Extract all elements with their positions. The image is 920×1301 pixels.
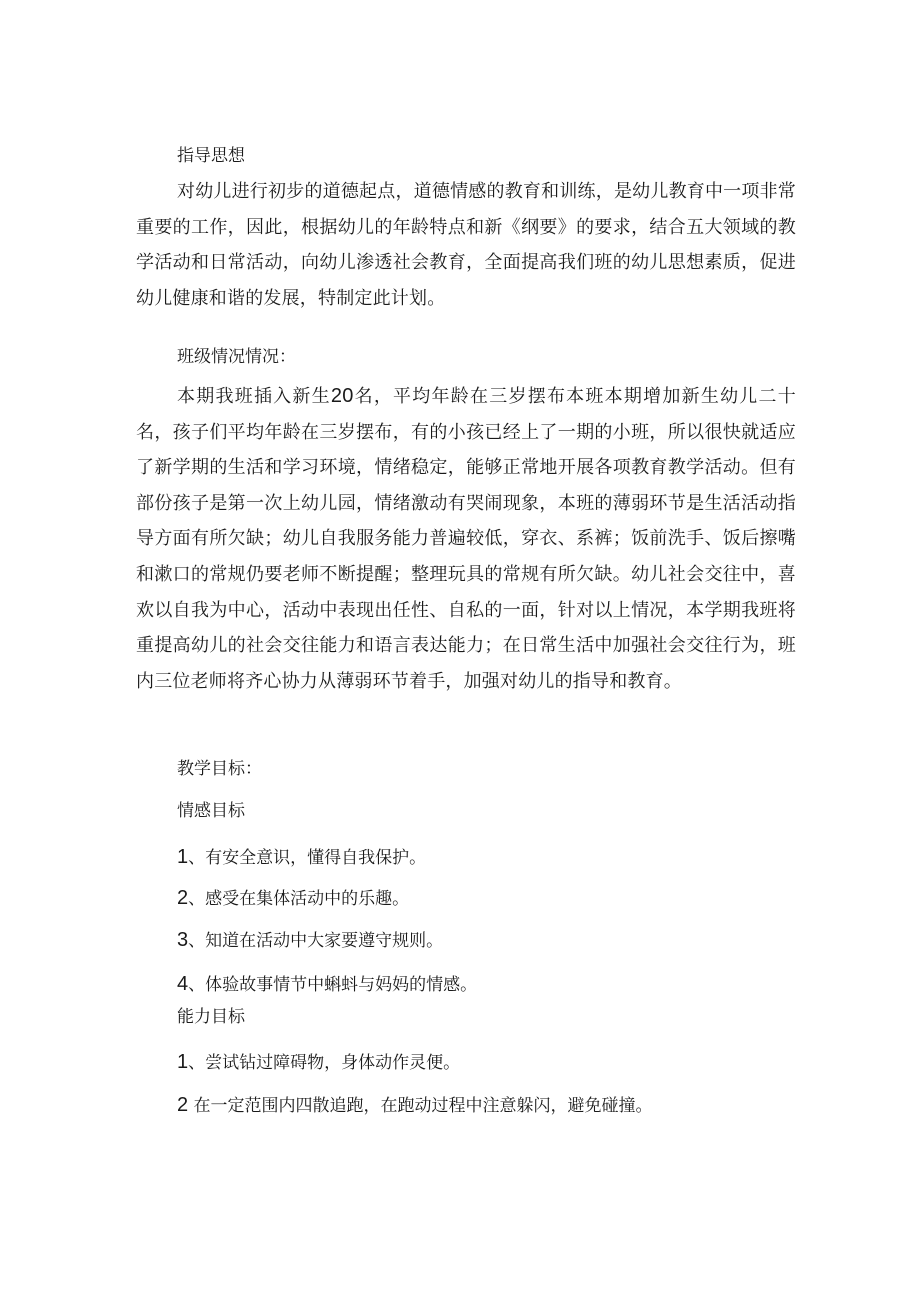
class-paragraph-lead: 本期我班插入新生 bbox=[177, 386, 331, 407]
guiding-heading: 指导思想 bbox=[177, 146, 245, 166]
new-student-count: 20 bbox=[330, 385, 354, 407]
item-number: 4 bbox=[177, 973, 189, 995]
ability-item bbox=[177, 1050, 460, 1075]
teaching-goals-heading: 教学目标： bbox=[177, 759, 262, 779]
class-heading: 班级情况情况： bbox=[177, 347, 296, 367]
item-text: 、有安全意识，懂得自我保护。 bbox=[188, 848, 427, 868]
class-paragraph bbox=[136, 379, 796, 699]
emotion-item bbox=[177, 886, 409, 911]
item-number: 2 bbox=[177, 1094, 189, 1116]
item-text: 在一定范围内四散追跑，在跑动过程中注意躲闪，避免碰撞。 bbox=[188, 1096, 653, 1116]
guiding-paragraph: 对幼儿进行初步的道德起点，道德情感的教育和训练，是幼儿教育中一项非常重要的工作，因此，根据幼儿的年龄特点和新《纲要》的要求，结合五大领域的教学活动和日常活动，向幼儿渗透社会教育，全面提高我们班的幼儿思想素质，促进幼儿健康和谐的发展，特制定此计划。 bbox=[136, 181, 796, 309]
emotion-item bbox=[177, 972, 477, 997]
item-text: 、感受在集体活动中的乐趣。 bbox=[188, 889, 410, 909]
emotion-goals-heading: 情感目标 bbox=[177, 801, 245, 821]
emotion-item bbox=[177, 845, 426, 870]
item-text: 、体验故事情节中蝌蚪与妈妈的情感。 bbox=[188, 975, 478, 995]
emotion-item bbox=[177, 928, 443, 953]
class-paragraph-rest: 名，平均年龄在三岁摆布本班本期增加新生幼儿二十名，孩子们平均年龄在三岁摆布，有的小孩已经上了一期的小班，所以很快就适应了新学期的生活和学习环境，情绪稳定，能够正常地开展各项教育教学活动。但有部份孩子是第一次上幼儿园，情绪激动有哭闹现象，本班的薄弱环节是生活活动指导方面有所欠缺；幼儿自我服务能力普遍较低，穿衣、系裤；饭前洗手、饭后擦嘴和漱口的常规仍要老师不断提醒；整理玩具的常规有所欠缺。幼儿社会交往中，喜欢以自我为中心，活动中表现出任性、自私的一面，针对以上情况，本学期我班将重提高幼儿的社会交往能力和语言表达能力；在日常生活中加强社会交往行为，班内三位老师将齐心协力从薄弱环节着手，加强对幼儿的指导和教育。 bbox=[136, 386, 796, 692]
ability-goals-heading: 能力目标 bbox=[177, 1007, 245, 1027]
item-number: 1 bbox=[177, 846, 189, 868]
item-number: 2 bbox=[177, 887, 189, 909]
ability-item bbox=[177, 1093, 653, 1118]
item-number: 3 bbox=[177, 929, 189, 951]
item-text: 、知道在活动中大家要遵守规则。 bbox=[188, 931, 444, 951]
item-text: 、尝试钻过障碍物，身体动作灵便。 bbox=[188, 1053, 461, 1073]
item-number: 1 bbox=[177, 1051, 189, 1073]
